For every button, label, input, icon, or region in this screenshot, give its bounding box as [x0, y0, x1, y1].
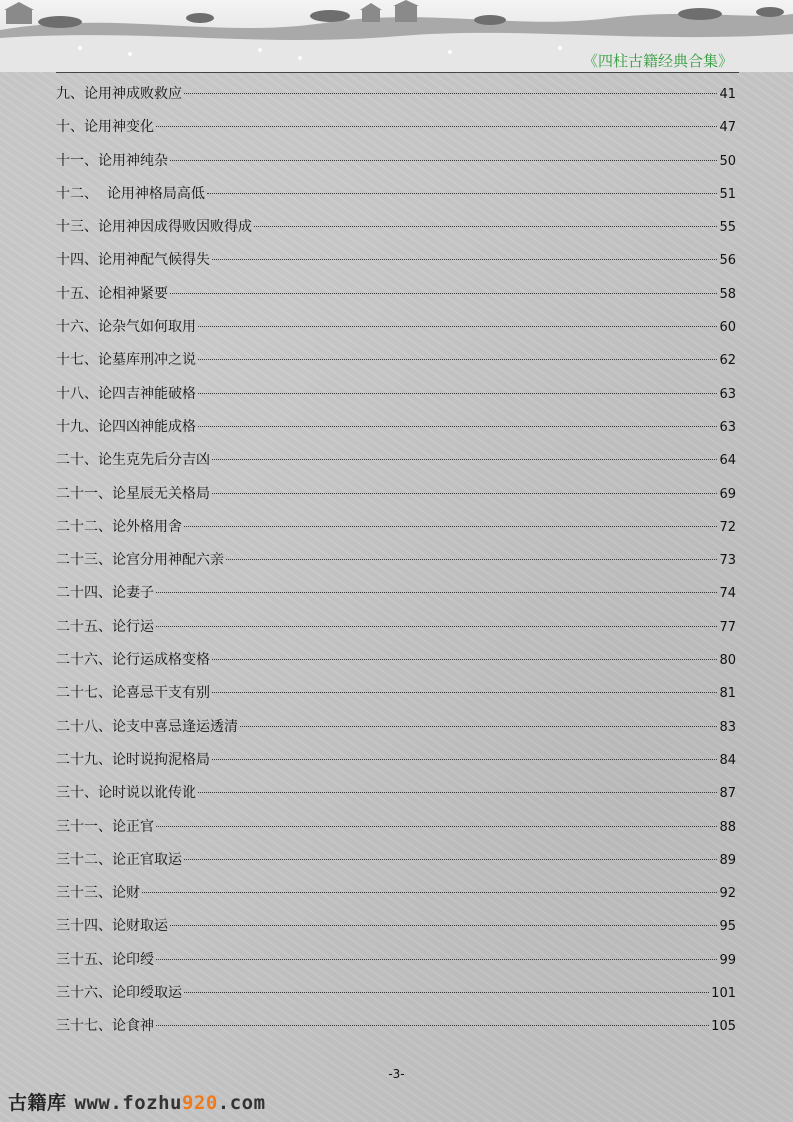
- toc-dot-leader: [212, 458, 717, 460]
- toc-dot-leader: [184, 991, 709, 993]
- table-of-contents: [56, 78, 736, 1044]
- toc-entry-page: 55: [719, 220, 736, 236]
- toc-entry-title: 十九、论四凶神能成格: [56, 418, 196, 435]
- toc-entry-page: 51: [719, 186, 736, 202]
- toc-dot-leader: [142, 891, 717, 893]
- toc-entry[interactable]: [56, 744, 736, 777]
- toc-entry-page: 84: [719, 752, 736, 768]
- site-logo-url-suffix: .com: [217, 1092, 266, 1114]
- toc-entry-title: 三十一、论正官: [56, 818, 154, 835]
- toc-entry-title: 十二、 论用神格局高低: [56, 185, 205, 202]
- toc-entry[interactable]: [56, 777, 736, 810]
- toc-entry-page: 72: [719, 519, 736, 535]
- toc-entry-page: 92: [719, 886, 736, 902]
- toc-entry-page: 50: [719, 153, 736, 169]
- toc-entry[interactable]: [56, 344, 736, 377]
- toc-entry-page: 63: [719, 386, 736, 402]
- site-logo: [8, 1088, 266, 1115]
- toc-entry[interactable]: [56, 378, 736, 411]
- toc-entry[interactable]: [56, 977, 736, 1010]
- toc-dot-leader: [240, 725, 717, 727]
- toc-dot-leader: [156, 1024, 709, 1026]
- toc-entry[interactable]: [56, 944, 736, 977]
- toc-entry[interactable]: [56, 444, 736, 477]
- toc-entry-page: 47: [719, 120, 736, 136]
- toc-entry-page: 95: [719, 919, 736, 935]
- collection-title: 《四柱古籍经典合集》: [582, 52, 733, 70]
- toc-entry-page: 58: [719, 286, 736, 302]
- toc-entry[interactable]: [56, 611, 736, 644]
- toc-entry-page: 62: [719, 353, 736, 369]
- toc-entry-page: 80: [719, 653, 736, 669]
- toc-dot-leader: [198, 791, 717, 793]
- toc-entry[interactable]: [56, 1010, 736, 1043]
- toc-entry-page: 60: [719, 320, 736, 336]
- toc-entry-title: 二十七、论喜忌干支有别: [56, 685, 210, 702]
- toc-dot-leader: [198, 425, 717, 427]
- toc-entry-page: 81: [719, 686, 736, 702]
- toc-entry-title: 二十四、论妻子: [56, 585, 154, 602]
- toc-dot-leader: [170, 159, 717, 161]
- toc-dot-leader: [198, 392, 717, 394]
- header-rule: [56, 72, 739, 73]
- toc-entry-title: 二十、论生克先后分吉凶: [56, 452, 210, 469]
- toc-entry-title: 二十一、论星辰无关格局: [56, 485, 210, 502]
- toc-entry-title: 十七、论墓库刑冲之说: [56, 352, 196, 369]
- toc-entry-page: 89: [719, 852, 736, 868]
- toc-entry[interactable]: [56, 711, 736, 744]
- toc-entry[interactable]: [56, 311, 736, 344]
- toc-entry-title: 十五、论相神紧要: [56, 285, 168, 302]
- toc-entry-page: 87: [719, 786, 736, 802]
- toc-dot-leader: [207, 192, 718, 194]
- page-number: -3-: [388, 1067, 405, 1081]
- toc-entry-title: 十四、论用神配气候得失: [56, 252, 210, 269]
- site-logo-url-prefix: www.fozhu: [74, 1092, 182, 1114]
- toc-entry-title: 二十九、论时说拘泥格局: [56, 751, 210, 768]
- site-logo-url-number: 920: [181, 1092, 218, 1114]
- toc-dot-leader: [184, 525, 717, 527]
- toc-entry[interactable]: [56, 111, 736, 144]
- toc-entry[interactable]: [56, 544, 736, 577]
- toc-dot-leader: [184, 92, 717, 94]
- toc-entry-title: 三十、论时说以讹传讹: [56, 785, 196, 802]
- toc-entry-page: 41: [719, 87, 736, 102]
- toc-entry[interactable]: [56, 844, 736, 877]
- toc-entry[interactable]: [56, 677, 736, 710]
- toc-dot-leader: [156, 825, 717, 827]
- toc-entry-title: 二十八、论支中喜忌逢运透清: [56, 718, 238, 735]
- toc-entry-title: 三十二、论正官取运: [56, 851, 182, 868]
- toc-dot-leader: [198, 325, 717, 327]
- toc-entry-page: 105: [711, 1019, 736, 1035]
- toc-dot-leader: [184, 858, 717, 860]
- toc-entry-title: 三十五、论印绶: [56, 951, 154, 968]
- toc-entry[interactable]: [56, 278, 736, 311]
- toc-entry[interactable]: [56, 877, 736, 910]
- toc-entry[interactable]: [56, 478, 736, 511]
- toc-dot-leader: [212, 758, 717, 760]
- toc-dot-leader: [156, 125, 717, 127]
- toc-entry-page: 88: [719, 819, 736, 835]
- toc-dot-leader: [212, 492, 717, 494]
- toc-entry-page: 77: [719, 619, 736, 635]
- toc-entry-title: 十八、论四吉神能破格: [56, 385, 196, 402]
- toc-dot-leader: [226, 558, 717, 560]
- toc-entry-title: 二十六、论行运成格变格: [56, 652, 210, 669]
- toc-entry[interactable]: [56, 411, 736, 444]
- toc-entry-title: 三十六、论印绶取运: [56, 985, 182, 1002]
- toc-entry-page: 64: [719, 453, 736, 469]
- toc-dot-leader: [156, 625, 717, 627]
- toc-entry[interactable]: [56, 577, 736, 610]
- toc-dot-leader: [212, 658, 717, 660]
- toc-entry-title: 十三、论用神因成得败因败得成: [56, 219, 252, 236]
- toc-entry-page: 99: [719, 952, 736, 968]
- toc-entry-page: 63: [719, 419, 736, 435]
- toc-entry-title: 十、论用神变化: [56, 119, 154, 136]
- toc-dot-leader: [254, 225, 717, 227]
- toc-entry-page: 74: [719, 586, 736, 602]
- toc-dot-leader: [212, 258, 717, 260]
- toc-entry-title: 二十二、论外格用舍: [56, 518, 182, 535]
- toc-entry-title: 三十四、论财取运: [56, 918, 168, 935]
- toc-entry[interactable]: [56, 211, 736, 244]
- toc-dot-leader: [156, 958, 717, 960]
- toc-entry[interactable]: [56, 644, 736, 677]
- toc-entry[interactable]: [56, 178, 736, 211]
- toc-entry[interactable]: [56, 244, 736, 277]
- toc-entry-page: 83: [719, 719, 736, 735]
- toc-dot-leader: [170, 292, 717, 294]
- toc-dot-leader: [170, 924, 717, 926]
- toc-entry-page: 69: [719, 486, 736, 502]
- toc-entry[interactable]: [56, 145, 736, 178]
- toc-dot-leader: [156, 591, 717, 593]
- toc-entry[interactable]: [56, 78, 736, 111]
- toc-entry-title: 十六、论杂气如何取用: [56, 319, 196, 336]
- toc-entry-page: 56: [719, 253, 736, 269]
- toc-entry-title: 九、论用神成败救应: [56, 86, 182, 102]
- toc-entry-title: 三十七、论食神: [56, 1018, 154, 1035]
- toc-entry-page: 73: [719, 553, 736, 569]
- toc-entry[interactable]: [56, 811, 736, 844]
- toc-entry-title: 十一、论用神纯杂: [56, 152, 168, 169]
- toc-entry[interactable]: [56, 910, 736, 943]
- toc-dot-leader: [198, 358, 717, 360]
- toc-dot-leader: [212, 691, 717, 693]
- site-logo-brand: 古籍库: [8, 1092, 67, 1114]
- toc-entry[interactable]: [56, 511, 736, 544]
- toc-entry-title: 二十五、论行运: [56, 618, 154, 635]
- toc-entry-title: 二十三、论宫分用神配六亲: [56, 552, 224, 569]
- toc-entry-page: 101: [711, 986, 736, 1002]
- toc-entry-title: 三十三、论财: [56, 885, 140, 902]
